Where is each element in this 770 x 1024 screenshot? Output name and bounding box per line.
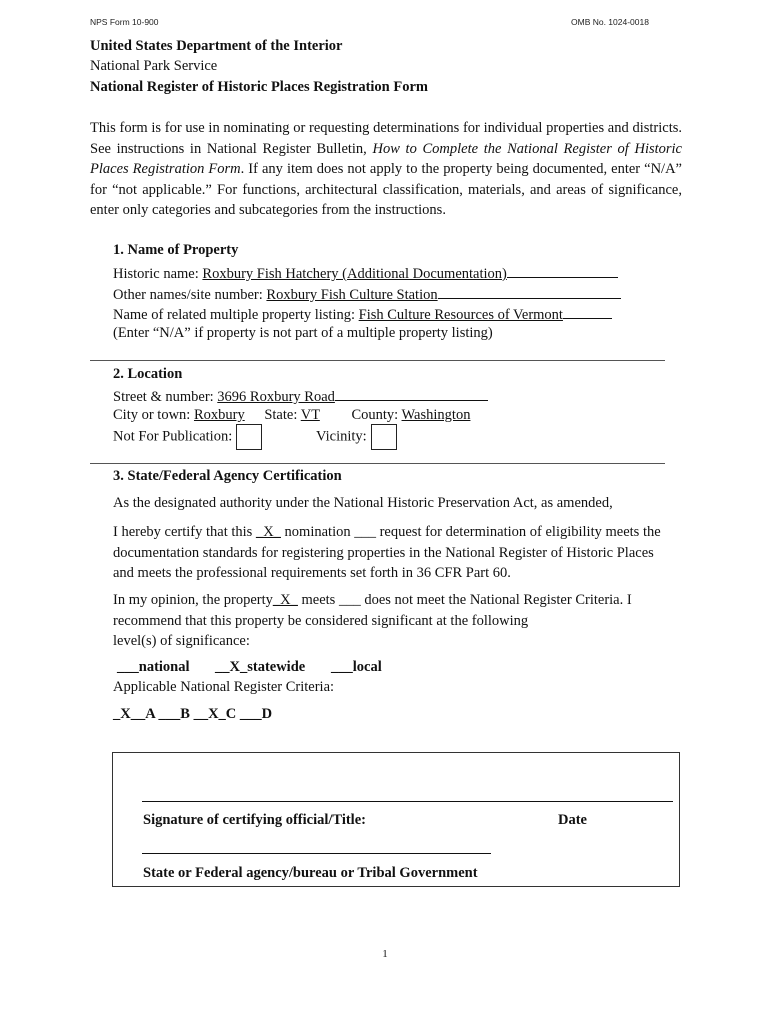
historic-name-field: Historic name: Roxbury Fish Hatchery (Additional Documentation) [113,263,618,283]
section2-heading: 2. Location [113,366,183,382]
form-number: NPS Form 10-900 [90,17,159,27]
section-divider [90,360,665,361]
city-value: Roxbury [193,407,245,423]
date-label: Date [558,812,587,828]
na-note: (Enter “N/A” if property is not part of a multiple property listing) [113,325,493,341]
agency-line[interactable] [142,853,491,854]
section1-heading: 1. Name of Property [113,242,239,258]
page-number: 1 [382,948,388,960]
opinion-paragraph: In my opinion, the property_X_ meets ___ does not meet the National Register Criteria. I recommend that this property be considered significant at the following level(s) of significance: [113,592,632,650]
authority-text: As the designated authority under the National Historic Preservation Act, as amended, [113,495,613,511]
other-names-value: Roxbury Fish Culture Station [266,287,438,303]
omb-number: OMB No. 1024-0018 [571,17,649,27]
agency-service: National Park Service [90,58,218,74]
not-for-publication-checkbox[interactable] [236,424,262,450]
vicinity-row [316,424,397,450]
street-value: 3696 Roxbury Road [217,389,335,405]
agency-department: United States Department of the Interior [90,38,343,54]
signature-line[interactable] [142,801,673,802]
historic-name-value: Roxbury Fish Hatchery (Additional Documentation) [202,266,507,282]
section3-heading: 3. State/Federal Agency Certification [113,468,342,484]
level-national: ___national [117,659,190,675]
street-field: Street & number: 3696 Roxbury Road [113,386,488,406]
level-local: ___local [331,659,382,675]
vicinity-checkbox[interactable] [371,424,397,450]
other-names-field: Other names/site number: Roxbury Fish Culture Station [113,284,621,304]
criteria-label: Applicable National Register Criteria: [113,679,335,695]
form-title: National Register of Historic Places Registration Form [90,79,428,95]
state-value: VT [300,407,320,423]
not-for-publication-row [113,424,262,450]
city-state-county-row: City or town: Roxbury State: VT County: Washington [113,407,471,423]
vicinity-label: Vicinity: [316,428,367,445]
related-listing-value: Fish Culture Resources of Vermont [358,307,563,323]
level-statewide: __X_statewide [215,659,306,675]
certify-paragraph: I hereby certify that this _X_ nomination ___ request for determination of eligibility meets the documentation standards for registering properties in the National Register of Historic Places and meets the professional requirements set forth in 36 CFR Part 60. [113,524,661,582]
related-listing-field: Name of related multiple property listing: Fish Culture Resources of Vermont [113,304,612,324]
county-value: Washington [401,407,471,423]
signature-label: Signature of certifying official/Title: [143,812,366,828]
section-divider [90,463,665,464]
not-for-publication-label: Not For Publication: [113,428,233,445]
agency-label: State or Federal agency/bureau or Tribal Government [143,865,478,881]
intro-paragraph: This form is for use in nominating or requesting determinations for individual properties and districts. See instructions in National Register Bulletin, How to Complete the National Register of Historic Places Registration Form. If any item does not apply to the property being documented, enter “N/A” for “not applicable.” For functions, architectural classification, materials, and areas of significance, enter only categories and subcategories from the instructions. [90,120,682,219]
criteria-selection: _X__A ___B __X_C ___D [113,706,273,722]
